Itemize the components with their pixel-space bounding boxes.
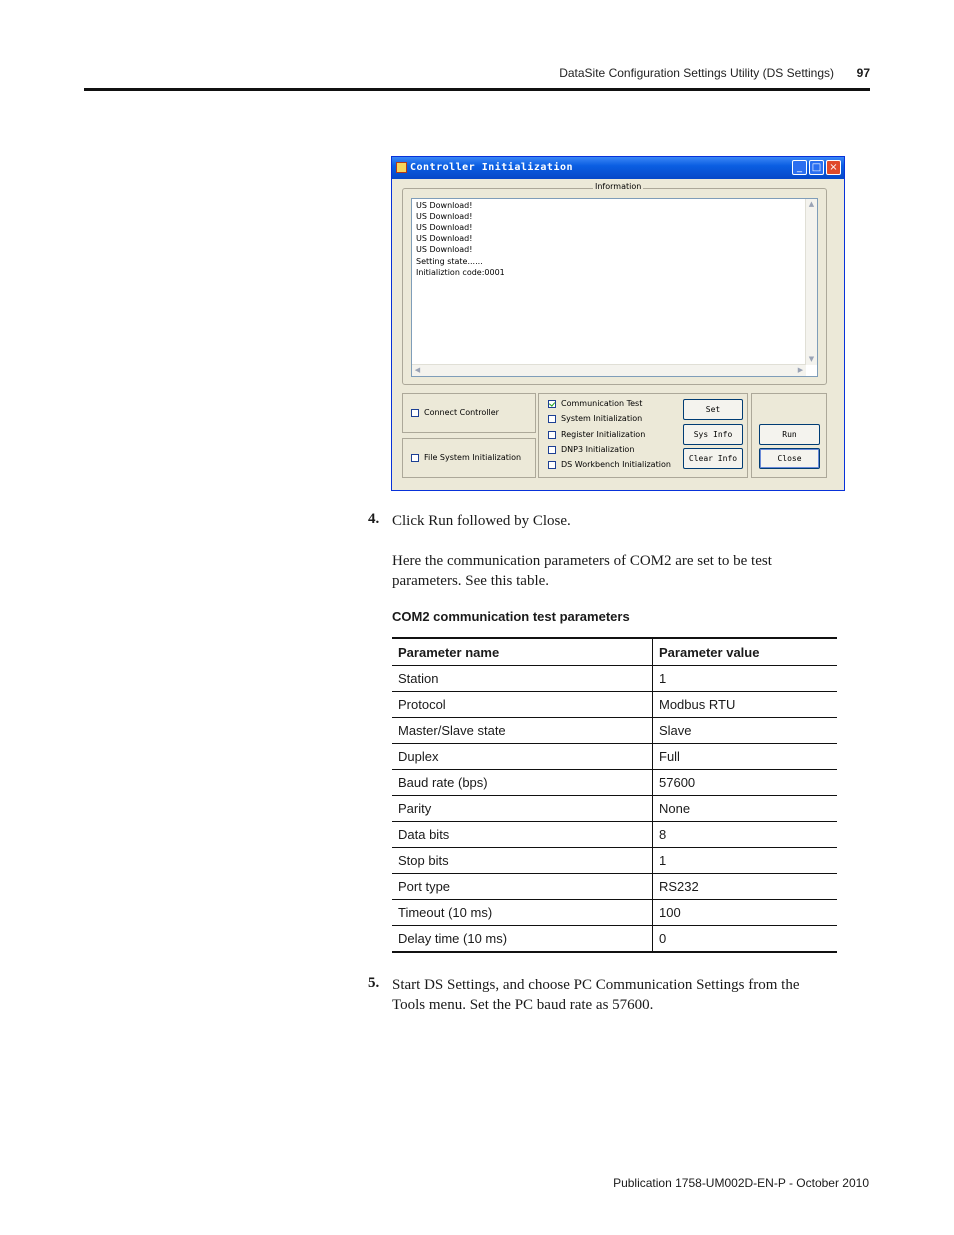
table-caption: COM2 communication test parameters <box>392 609 630 624</box>
parameter-name-cell: Baud rate (bps) <box>392 770 653 796</box>
minimize-button[interactable]: _ <box>792 160 807 175</box>
option-ds-workbench-initialization[interactable] <box>548 460 671 469</box>
table-row <box>392 744 837 770</box>
parameter-name-cell: Timeout (10 ms) <box>392 900 653 926</box>
table-row <box>392 718 837 744</box>
column-header-parameter-value: Parameter value <box>653 638 838 666</box>
parameter-value-cell: RS232 <box>653 874 838 900</box>
step-5-line1: Start DS Settings, and choose PC Communication Settings from the <box>392 977 800 993</box>
app-icon <box>396 162 407 173</box>
connect-controller-panel <box>402 393 536 433</box>
parameter-name-cell: Data bits <box>392 822 653 848</box>
column-header-parameter-name: Parameter name <box>392 638 653 666</box>
scroll-left-icon[interactable]: ◀ <box>414 366 421 374</box>
step-5-line2: Tools menu. Set the PC baud rate as 57600. <box>392 997 654 1013</box>
information-group-label: Information <box>595 182 642 191</box>
set-button[interactable]: Set <box>683 399 743 420</box>
option-label: DNP3 Initialization <box>561 445 635 454</box>
step-4-paragraph-line2: parameters. See this table. <box>392 573 550 589</box>
close-button[interactable]: Close <box>759 448 820 469</box>
parameter-value-cell: 8 <box>653 822 838 848</box>
log-line: US Download! <box>416 234 473 243</box>
parameter-name-cell: Delay time (10 ms) <box>392 926 653 953</box>
action-panel <box>751 393 827 478</box>
option-label: System Initialization <box>561 414 643 423</box>
option-label: DS Workbench Initialization <box>561 460 671 469</box>
parameter-value-cell: None <box>653 796 838 822</box>
log-line: US Download! <box>416 212 473 221</box>
table-row <box>392 848 837 874</box>
parameter-name-cell: Stop bits <box>392 848 653 874</box>
table-row <box>392 822 837 848</box>
option-label: Register Initialization <box>561 430 646 439</box>
option-communication-test[interactable] <box>548 399 642 408</box>
information-log[interactable] <box>411 198 818 377</box>
table-row <box>392 666 837 692</box>
table-row <box>392 770 837 796</box>
clear-info-button[interactable]: Clear Info <box>683 448 743 469</box>
scroll-right-icon[interactable]: ▶ <box>797 366 804 374</box>
options-panel <box>538 393 748 478</box>
file-system-panel <box>402 438 536 478</box>
step-5-number: 5. <box>368 975 380 991</box>
step-4-paragraph-line1: Here the communication parameters of COM2 are set to be test <box>392 553 772 569</box>
scroll-up-icon[interactable]: ▲ <box>808 200 815 208</box>
parameter-name-cell: Station <box>392 666 653 692</box>
parameter-value-cell: 1 <box>653 666 838 692</box>
connect-controller-checkbox[interactable] <box>411 408 499 417</box>
log-line: US Download! <box>416 245 473 254</box>
connect-controller-label: Connect Controller <box>424 408 499 417</box>
option-dnp3-initialization[interactable] <box>548 445 634 454</box>
controller-initialization-dialog <box>391 156 845 491</box>
sys-info-button[interactable]: Sys Info <box>683 424 743 445</box>
parameter-value-cell: 100 <box>653 900 838 926</box>
dialog-titlebar[interactable] <box>392 157 844 179</box>
file-system-init-label: File System Initialization <box>424 453 522 462</box>
maximize-button[interactable]: □ <box>809 160 824 175</box>
table-row <box>392 796 837 822</box>
scroll-down-icon[interactable]: ▼ <box>808 355 815 363</box>
table-header-row <box>392 638 837 666</box>
parameter-name-cell: Master/Slave state <box>392 718 653 744</box>
option-register-initialization[interactable] <box>548 430 645 439</box>
page-number: 97 <box>856 66 870 80</box>
publication-footer: Publication 1758-UM002D-EN-P - October 2010 <box>613 1176 869 1190</box>
table-row <box>392 874 837 900</box>
parameter-name-cell: Port type <box>392 874 653 900</box>
step-4-text: Click Run followed by Close. <box>392 513 571 529</box>
step-4-number: 4. <box>368 511 380 527</box>
parameter-name-cell: Protocol <box>392 692 653 718</box>
checkbox-box <box>548 446 556 454</box>
checkbox-box <box>548 415 556 423</box>
parameter-name-cell: Duplex <box>392 744 653 770</box>
parameter-value-cell: Modbus RTU <box>653 692 838 718</box>
horizontal-scrollbar[interactable] <box>412 364 806 376</box>
file-system-init-checkbox[interactable] <box>411 453 521 462</box>
parameter-value-cell: 0 <box>653 926 838 953</box>
log-line: Setting state...... <box>416 257 483 266</box>
table-row <box>392 900 837 926</box>
parameter-value-cell: 1 <box>653 848 838 874</box>
checkbox-checked <box>548 400 556 408</box>
checkbox-box <box>411 454 419 462</box>
option-label: Communication Test <box>561 399 643 408</box>
log-line: US Download! <box>416 201 473 210</box>
run-button[interactable]: Run <box>759 424 820 445</box>
com2-parameters-table <box>392 637 837 953</box>
table-row <box>392 926 837 953</box>
running-header-title: DataSite Configuration Settings Utility (DS Settings) <box>559 66 834 80</box>
option-system-initialization[interactable] <box>548 414 642 423</box>
log-line: US Download! <box>416 223 473 232</box>
dialog-title: Controller Initialization <box>410 162 574 173</box>
parameter-value-cell: Slave <box>653 718 838 744</box>
log-line: Initializtion code:0001 <box>416 268 505 277</box>
checkbox-box <box>411 409 419 417</box>
checkbox-box <box>548 461 556 469</box>
parameter-name-cell: Parity <box>392 796 653 822</box>
table-row <box>392 692 837 718</box>
vertical-scrollbar[interactable] <box>805 199 817 365</box>
parameter-value-cell: Full <box>653 744 838 770</box>
checkbox-box <box>548 431 556 439</box>
close-window-button[interactable]: × <box>826 160 841 175</box>
parameter-value-cell: 57600 <box>653 770 838 796</box>
header-rule <box>84 88 870 91</box>
